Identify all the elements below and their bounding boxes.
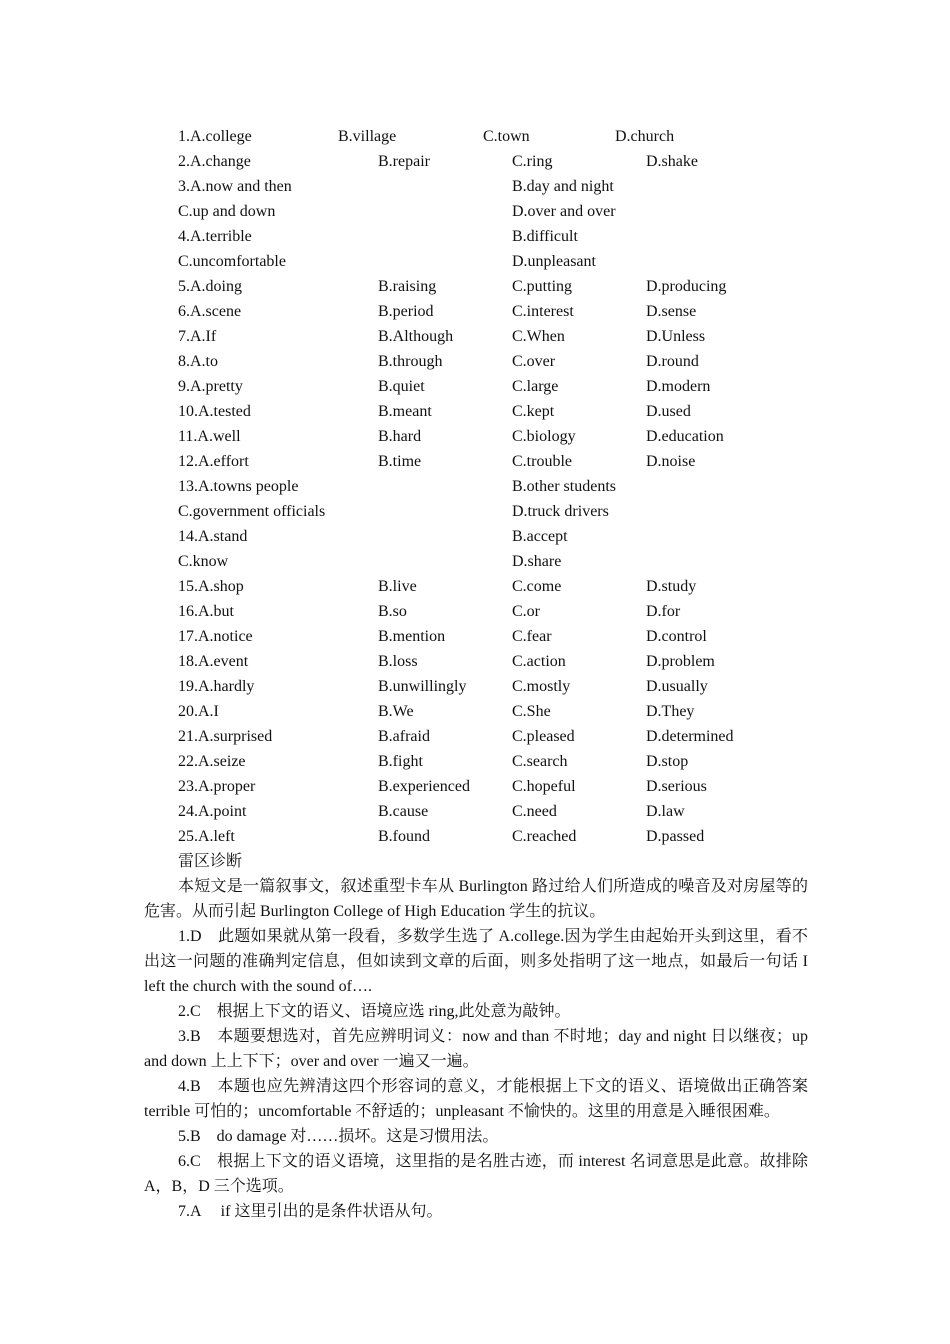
answer-option: C.biology xyxy=(512,428,576,445)
answer-option: B.unwillingly xyxy=(378,678,467,695)
question-row xyxy=(0,224,950,249)
answer-option: B.meant xyxy=(378,403,432,420)
answer-option: C.When xyxy=(512,328,565,345)
answer-option: D.problem xyxy=(646,653,715,670)
question-row xyxy=(0,199,950,224)
answer-option: B.through xyxy=(378,353,443,370)
answer-option: B.mention xyxy=(378,628,446,645)
answer-option: 22.A.seize xyxy=(178,753,246,770)
answer-option: C.putting xyxy=(512,278,573,295)
question-row xyxy=(0,699,950,724)
section-heading: 雷区诊断 xyxy=(178,853,243,870)
answer-option: B.fight xyxy=(378,753,423,770)
answer-option: D.serious xyxy=(646,778,707,795)
analysis-paragraph: 2.C 根据上下文的语义、语境应选 ring,此处意为敲钟。 xyxy=(178,1003,571,1020)
answer-option: 24.A.point xyxy=(178,803,247,820)
answer-option: 13.A.towns people xyxy=(178,478,299,495)
answer-option: D.round xyxy=(646,353,699,370)
question-row xyxy=(0,774,950,799)
answer-option: B.raising xyxy=(378,278,437,295)
question-row xyxy=(0,174,950,199)
answer-option: D.They xyxy=(646,703,695,720)
answer-option: D.producing xyxy=(646,278,727,295)
answer-option: C.government officials xyxy=(178,503,326,520)
answer-option: B.quiet xyxy=(378,378,425,395)
answer-option: D.unpleasant xyxy=(512,253,596,270)
question-row xyxy=(0,674,950,699)
answer-option: D.passed xyxy=(646,828,705,845)
question-row xyxy=(0,549,950,574)
answer-option: C.town xyxy=(483,128,530,145)
question-row xyxy=(0,599,950,624)
answer-option: D.determined xyxy=(646,728,734,745)
answer-option: C.hopeful xyxy=(512,778,576,795)
answer-option: D.Unless xyxy=(646,328,706,345)
answer-option: B.period xyxy=(378,303,434,320)
question-row xyxy=(0,574,950,599)
question-row xyxy=(0,249,950,274)
answer-option: D.truck drivers xyxy=(512,503,609,520)
question-row xyxy=(0,374,950,399)
answer-option: 10.A.tested xyxy=(178,403,251,420)
answer-option: D.for xyxy=(646,603,681,620)
answer-option: B.loss xyxy=(378,653,418,670)
analysis-paragraph: 本短文是一篇叙事文，叙述重型卡车从 Burlington 路过给人们所造成的噪音及对房屋等的危害。从而引起 Burlington College of High Education 学生的抗议。 xyxy=(144,878,808,920)
answer-option: D.sense xyxy=(646,303,697,320)
answer-option: C.uncomfortable xyxy=(178,253,286,270)
answer-option: B.time xyxy=(378,453,422,470)
answer-option: B.live xyxy=(378,578,417,595)
answer-option: B.Although xyxy=(378,328,454,345)
analysis-paragraph: 1.D 此题如果就从第一段看，多数学生选了 A.college.因为学生由起始开头到这里，看不出这一问题的准确判定信息，但如读到文章的后面，则多处指明了这一地点，如最后一句话 I left the church with the sound of…. xyxy=(144,928,808,995)
question-row xyxy=(0,299,950,324)
answer-option: 4.A.terrible xyxy=(178,228,252,245)
analysis-paragraph: 3.B 本题要想选对，首先应辨明词义：now and than 不时地；day and night 日以继夜；up and down 上上下下；over and over 一遍又一遍。 xyxy=(144,1028,808,1070)
answer-option: C.come xyxy=(512,578,562,595)
question-row xyxy=(0,474,950,499)
question-row xyxy=(0,649,950,674)
analysis-paragraph: 4.B 本题也应先辨清这四个形容词的意义，才能根据上下文的语义、语境做出正确答案 terrible 可怕的；uncomfortable 不舒适的；unpleasant 不愉快的。这里的用意是入睡很困难。 xyxy=(144,1078,808,1120)
analysis-paragraph: 5.B do damage 对……损坏。这是习惯用法。 xyxy=(178,1128,499,1145)
answer-option: 8.A.to xyxy=(178,353,218,370)
answer-option: 25.A.left xyxy=(178,828,235,845)
answer-option: C.kept xyxy=(512,403,555,420)
answer-option: D.noise xyxy=(646,453,696,470)
answer-option: B.hard xyxy=(378,428,422,445)
answer-option: D.used xyxy=(646,403,691,420)
question-row xyxy=(0,124,950,149)
answer-option: B.We xyxy=(378,703,414,720)
answer-option: D.over and over xyxy=(512,203,616,220)
answer-option: 7.A.If xyxy=(178,328,217,345)
document-page xyxy=(0,124,950,1224)
answer-option: 14.A.stand xyxy=(178,528,248,545)
answer-option: B.difficult xyxy=(512,228,578,245)
answer-option: C.trouble xyxy=(512,453,572,470)
answer-option: C.reached xyxy=(512,828,577,845)
question-row xyxy=(0,149,950,174)
answer-option: 16.A.but xyxy=(178,603,234,620)
answer-option: C.search xyxy=(512,753,568,770)
question-row xyxy=(0,324,950,349)
question-row xyxy=(0,499,950,524)
answer-option: C.need xyxy=(512,803,557,820)
answer-option: B.day and night xyxy=(512,178,614,195)
question-row xyxy=(0,824,950,849)
question-row xyxy=(0,424,950,449)
answer-option: 9.A.pretty xyxy=(178,378,243,395)
question-row xyxy=(0,799,950,824)
question-row xyxy=(0,724,950,749)
question-row xyxy=(0,399,950,424)
question-list xyxy=(0,124,950,849)
answer-option: D.education xyxy=(646,428,724,445)
question-row xyxy=(0,749,950,774)
answer-option: D.control xyxy=(646,628,707,645)
answer-option: D.modern xyxy=(646,378,711,395)
answer-option: B.other students xyxy=(512,478,616,495)
answer-option: D.share xyxy=(512,553,562,570)
answer-option: 23.A.proper xyxy=(178,778,256,795)
analysis-paragraph: 6.C 根据上下文的语义语境，这里指的是名胜古迹，而 interest 名词意思是此意。故排除 A，B，D 三个选项。 xyxy=(144,1153,808,1195)
answer-option: 19.A.hardly xyxy=(178,678,255,695)
answer-option: C.large xyxy=(512,378,559,395)
answer-option: D.shake xyxy=(646,153,698,170)
answer-option: 18.A.event xyxy=(178,653,249,670)
answer-option: D.church xyxy=(615,128,675,145)
answer-option: B.cause xyxy=(378,803,429,820)
answer-option: C.pleased xyxy=(512,728,575,745)
answer-option: C.over xyxy=(512,353,556,370)
answer-option: B.village xyxy=(338,128,397,145)
answer-option: 11.A.well xyxy=(178,428,241,445)
answer-option: B.experienced xyxy=(378,778,470,795)
answer-option: D.law xyxy=(646,803,685,820)
question-row xyxy=(0,524,950,549)
answer-option: C.She xyxy=(512,703,551,720)
answer-option: B.accept xyxy=(512,528,568,545)
analysis-paragraph: 7.A if 这里引出的是条件状语从句。 xyxy=(178,1203,443,1220)
answer-option: 15.A.shop xyxy=(178,578,244,595)
question-row xyxy=(0,274,950,299)
answer-option: B.so xyxy=(378,603,407,620)
answer-option: C.know xyxy=(178,553,229,570)
analysis-paragraphs xyxy=(0,874,950,1224)
answer-option: C.fear xyxy=(512,628,552,645)
answer-option: 3.A.now and then xyxy=(178,178,292,195)
answer-option: C.action xyxy=(512,653,566,670)
answer-option: B.found xyxy=(378,828,430,845)
answer-option: C.or xyxy=(512,603,540,620)
answer-option: 17.A.notice xyxy=(178,628,253,645)
answer-option: C.ring xyxy=(512,153,553,170)
answer-option: D.stop xyxy=(646,753,689,770)
question-row xyxy=(0,349,950,374)
question-row xyxy=(0,449,950,474)
question-row xyxy=(0,624,950,649)
answer-option: 21.A.surprised xyxy=(178,728,273,745)
answer-option: D.study xyxy=(646,578,697,595)
answer-option: B.afraid xyxy=(378,728,430,745)
answer-option: D.usually xyxy=(646,678,708,695)
answer-option: C.mostly xyxy=(512,678,571,695)
answer-option: 5.A.doing xyxy=(178,278,242,295)
answer-option: 1.A.college xyxy=(178,128,252,145)
answer-option: 20.A.I xyxy=(178,703,219,720)
answer-option: C.up and down xyxy=(178,203,276,220)
answer-option: B.repair xyxy=(378,153,430,170)
answer-option: 12.A.effort xyxy=(178,453,249,470)
answer-option: 6.A.scene xyxy=(178,303,242,320)
answer-option: C.interest xyxy=(512,303,574,320)
answer-option: 2.A.change xyxy=(178,153,251,170)
